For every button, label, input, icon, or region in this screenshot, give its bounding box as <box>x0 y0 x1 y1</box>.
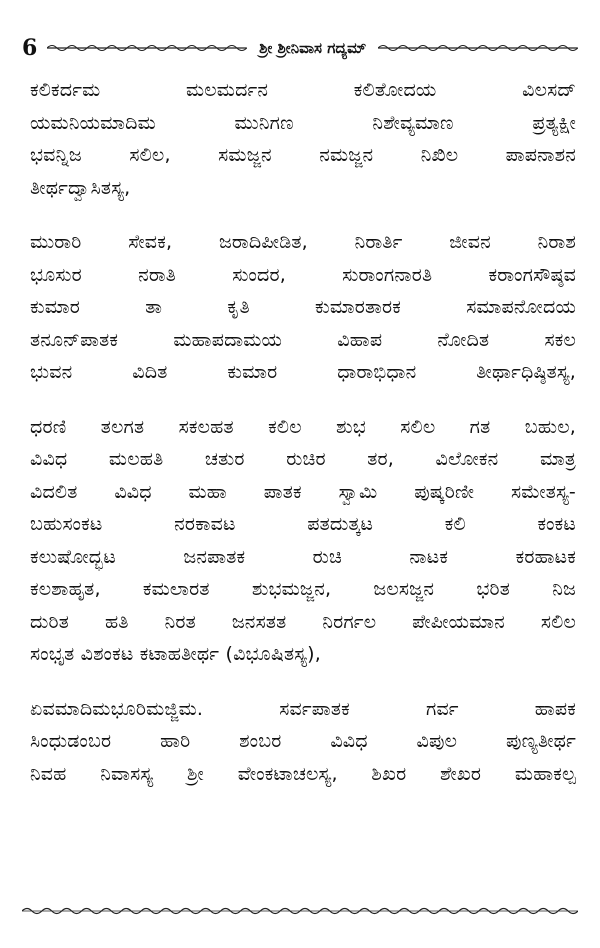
running-title: ಶ್ರೀ ಶ್ರೀನಿವಾಸ ಗದ್ಯಮ್ <box>259 39 367 57</box>
text-line: ಧರಣಿ ತಲಗತ ಸಕಲಹತ ಕಲಿಲ ಶುಭ ಸಲಿಲ ಗತ ಬಹುಲ, <box>30 415 576 438</box>
text-line: ನಿವಹ ನಿವಾಸಸ್ಯ ಶ್ರೀ ವೇಂಕಟಾಚಲಸ್ಯ, ಶಿಖರ ಶೇಖರ ಮಹಾಕಲ್ಪ <box>30 762 576 785</box>
text-line: ಯಮನಿಯಮಾದಿಮ ಮುನಿಗಣ ನಿಶೇವ್ಯಮಾಣ ಪ್ರತ್ಯಕ್ಷೀ <box>30 111 576 134</box>
footer-ornament <box>22 906 578 916</box>
paragraph-3 <box>30 411 576 671</box>
text-line: ತೀರ್ಥದ್ವಾಸಿತಸ್ಯ, <box>30 176 131 199</box>
text-line: ವಿದಲಿತ ವಿವಿಧ ಮಹಾ ಪಾತಕ ಸ್ವಾಮಿ ಪುಷ್ಕರಿಣೀ ಸಮೇತಸ್ಯ- <box>30 480 576 503</box>
text-line: ಕುಮಾರ ತಾ ಕೃತಿ ಕುಮಾರತಾರಕ ಸಮಾಪನೋದಯ <box>30 296 576 318</box>
text-line: ಮುರಾರಿ ಸೇವಕ, ಜರಾದಿಪೀಡಿತ, ನಿರಾರ್ತಿ ಜೀವನ ನಿರಾಶ <box>30 231 576 253</box>
header-ornament-left <box>47 43 247 53</box>
header-ornament-right <box>378 43 578 53</box>
text-line: ಕಲಶಾಹೃತ, ಕಮಲಾರತ ಶುಭಮಜ್ಜನ, ಜಲಸಜ್ಜನ ಭರಿತ ನಿಜ <box>30 578 576 600</box>
page-header <box>22 34 578 62</box>
ornament-line-icon <box>22 906 578 916</box>
text-line: ಸಂಭೃತ ವಿಶಂಕಟ ಕಟಾಹತೀರ್ಥ (ವಿಭೂಷಿತಸ್ಯ), <box>30 643 321 665</box>
paragraph-1 <box>30 74 576 204</box>
text-line: ಕಲಿಕರ್ದಮ ಮಲಮರ್ದನ ಕಲಿತೋದಯ ವಿಲಸದ್ <box>30 79 576 101</box>
text-line: ಭುವನ ವಿದಿತ ಕುಮಾರ ಧಾರಾಭಿಧಾನ ತೀರ್ಥಾಧಿಷ್ಠಿತಸ್ಯ, <box>30 361 576 383</box>
text-line: ತನೂನ್‌ಪಾತಕ ಮಹಾಪದಾಮಯ ವಿಹಾಪ ನೋದಿತ ಸಕಲ <box>30 328 576 351</box>
text-line: ಭವನ್ನಿಜ ಸಲಿಲ, ಸಮಜ್ಜನ ನಮಜ್ಜನ ನಿಖಿಲ ಪಾಪನಾಶನ <box>30 144 576 166</box>
text-line: ಏವಮಾದಿಮಭೂರಿಮಜ್ಜಿಮ. ಸರ್ವಪಾತಕ ಗರ್ವ ಹಾಪಕ <box>30 697 576 720</box>
text-line: ದುರಿತ ಹತಿ ನಿರತ ಜನಸತತ ನಿರರ್ಗಲ ಪೇಪೀಯಮಾನ ಸಲಿಲ <box>30 610 576 633</box>
text-line: ಸಿಂಧುಡಂಬರ ಹಾರಿ ಶಂಬರ ವಿವಿಧ ವಿಪುಲ ಪುಣ್ಯತೀರ್ಥ <box>30 730 576 752</box>
text-line: ಭೂಸುರ ನರಾತಿ ಸುಂದರ, ಸುರಾಂಗನಾರತಿ ಕರಾಂಗಸೌಷ್ಠವ <box>30 263 576 286</box>
text-line: ವಿವಿಧ ಮಲಹತಿ ಚತುರ ರುಚಿರ ತರ, ವಿಲೋಕನ ಮಾತ್ರ <box>30 448 576 470</box>
paragraph-2 <box>30 226 576 389</box>
page-number: 6 <box>22 35 38 61</box>
paragraph-4 <box>30 693 576 791</box>
ornament-line-icon <box>378 43 578 53</box>
text-line: ಬಹುಸಂಕಟ ನರಕಾವಟ ಪತದುತ್ಕಟ ಕಲಿ ಕಂಕಟ <box>30 513 576 535</box>
ornament-line-icon <box>47 43 247 53</box>
text-line: ಕಲುಷೋದ್ಭಟ ಜನಪಾತಕ ರುಚಿ ನಾಟಕ ಕರಹಾಟಕ <box>30 545 576 568</box>
page-body <box>30 74 576 812</box>
